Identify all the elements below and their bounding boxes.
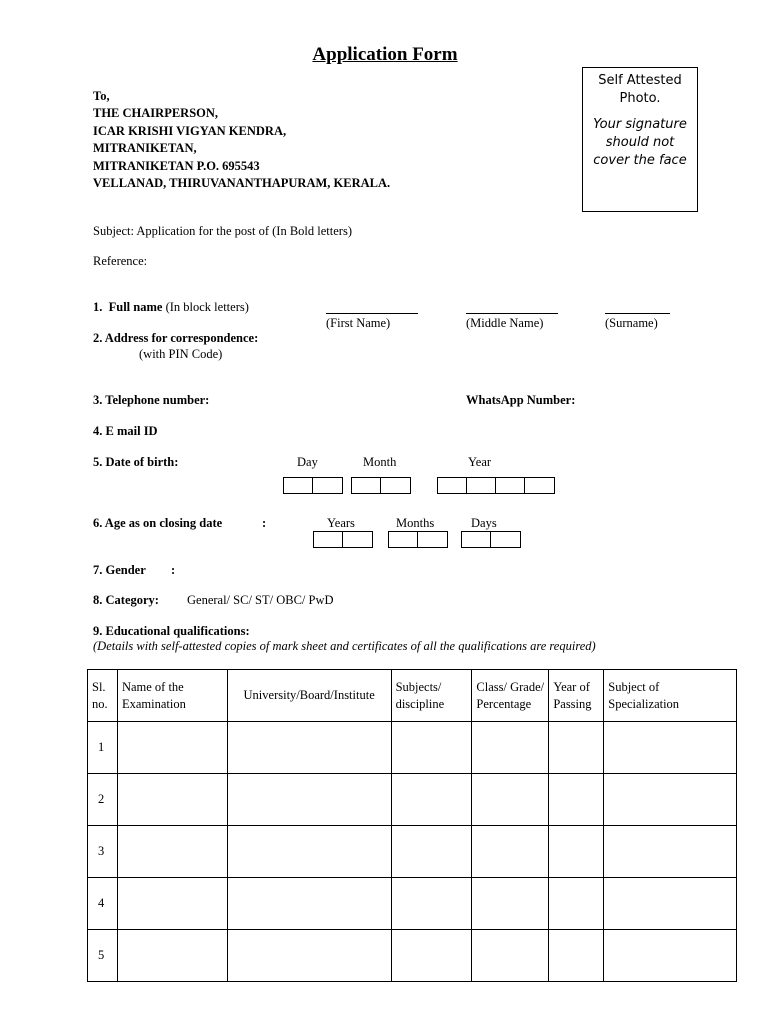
table-cell[interactable]: [472, 826, 549, 878]
column-header: Subjects/ discipline: [391, 670, 472, 722]
dob-month-boxes[interactable]: [351, 477, 411, 494]
full-name-label: [93, 300, 249, 315]
serial-cell: 5: [88, 930, 118, 982]
table-cell[interactable]: [391, 878, 472, 930]
table-cell[interactable]: [549, 930, 604, 982]
first-name-caption: (First Name): [326, 316, 391, 330]
table-cell[interactable]: [117, 878, 227, 930]
photo-box[interactable]: [582, 67, 698, 212]
address-line: THE CHAIRPERSON,: [93, 106, 219, 121]
telephone-label: 3. Telephone number:: [93, 393, 210, 407]
table-cell[interactable]: [604, 774, 737, 826]
education-label: 9. Educational qualifications:: [93, 624, 250, 638]
table-cell[interactable]: [227, 774, 391, 826]
address-label: 2. Address for correspondence:: [93, 331, 259, 345]
education-note: (Details with self-attested copies of mark sheet and certificates of all the qualifications are required): [93, 639, 596, 653]
table-cell[interactable]: [227, 722, 391, 774]
column-header: Class/ Grade/ Percentage: [472, 670, 549, 722]
serial-cell: 1: [88, 722, 118, 774]
full-name-title: Full name: [108, 300, 163, 314]
table-row: [88, 722, 737, 774]
dob-year-caption: Year: [468, 455, 492, 469]
email-label: 4. E mail ID: [93, 424, 158, 438]
photo-label: Self Attested Photo.: [598, 73, 682, 106]
category-options: General/ SC/ ST/ OBC/ PwD: [187, 593, 334, 607]
dob-day-caption: Day: [297, 455, 318, 469]
table-cell[interactable]: [117, 930, 227, 982]
age-months-caption: Months: [396, 516, 435, 530]
serial-cell: 2: [88, 774, 118, 826]
table-row: [88, 930, 737, 982]
age-days-boxes[interactable]: [461, 531, 521, 548]
address-hint: (with PIN Code): [139, 347, 223, 361]
column-header: Subject of Specialization: [604, 670, 737, 722]
gender-label: 7. Gender: [93, 563, 146, 577]
surname-field[interactable]: [605, 313, 670, 314]
middle-name-caption: (Middle Name): [466, 316, 544, 330]
age-colon: :: [262, 516, 267, 530]
full-name-number: 1.: [93, 300, 103, 314]
age-days-caption: Days: [471, 516, 497, 530]
age-years-boxes[interactable]: [313, 531, 373, 548]
table-cell[interactable]: [117, 826, 227, 878]
middle-name-field[interactable]: [466, 313, 558, 314]
gender-colon: :: [171, 563, 176, 577]
column-header: Name of the Examination: [117, 670, 227, 722]
table-cell[interactable]: [549, 878, 604, 930]
dob-year-boxes[interactable]: [437, 477, 555, 494]
recipient-address: [93, 88, 390, 192]
table-cell[interactable]: [391, 774, 472, 826]
table-cell[interactable]: [549, 826, 604, 878]
table-cell[interactable]: [391, 930, 472, 982]
table-cell[interactable]: [227, 878, 391, 930]
column-header: Sl. no.: [88, 670, 118, 722]
table-cell[interactable]: [391, 722, 472, 774]
address-line: VELLANAD, THIRUVANANTHAPURAM, KERALA.: [93, 176, 391, 191]
reference-line: Reference:: [93, 254, 148, 268]
full-name-hint: (In block letters): [165, 300, 249, 314]
table-cell[interactable]: [117, 722, 227, 774]
photo-instruction: Your signature should not cover the face: [593, 117, 687, 168]
address-line: MITRANIKETAN P.O. 695543: [93, 158, 260, 173]
table-header-row: [88, 670, 737, 722]
age-years-caption: Years: [327, 516, 355, 530]
category-label: 8. Category:: [93, 593, 159, 607]
dob-day-boxes[interactable]: [283, 477, 343, 494]
table-cell[interactable]: [472, 878, 549, 930]
table-cell[interactable]: [227, 826, 391, 878]
address-line: To,: [93, 89, 110, 103]
table-cell[interactable]: [549, 774, 604, 826]
serial-cell: 4: [88, 878, 118, 930]
dob-month-caption: Month: [363, 455, 397, 469]
address-line: MITRANIKETAN,: [93, 141, 197, 156]
first-name-field[interactable]: [326, 313, 418, 314]
dob-label: 5. Date of birth:: [93, 455, 179, 469]
column-header: Year of Passing: [549, 670, 604, 722]
table-cell[interactable]: [472, 774, 549, 826]
table-cell[interactable]: [472, 930, 549, 982]
column-header: University/Board/Institute: [227, 670, 391, 722]
age-months-boxes[interactable]: [388, 531, 448, 548]
serial-cell: 3: [88, 826, 118, 878]
table-cell[interactable]: [549, 722, 604, 774]
table-cell[interactable]: [604, 930, 737, 982]
page-title: Application Form: [312, 44, 458, 65]
age-label: 6. Age as on closing date: [93, 516, 223, 530]
table-cell[interactable]: [117, 774, 227, 826]
subject-line: Subject: Application for the post of (In Bold letters): [93, 224, 352, 238]
table-row: [88, 878, 737, 930]
table-cell[interactable]: [227, 930, 391, 982]
table-row: [88, 826, 737, 878]
table-cell[interactable]: [604, 826, 737, 878]
qualification-table: [87, 669, 737, 982]
table-cell[interactable]: [472, 722, 549, 774]
table-row: [88, 774, 737, 826]
table-cell[interactable]: [391, 826, 472, 878]
table-cell[interactable]: [604, 722, 737, 774]
table-cell[interactable]: [604, 878, 737, 930]
address-line: ICAR KRISHI VIGYAN KENDRA,: [93, 123, 287, 138]
whatsapp-label: WhatsApp Number:: [466, 393, 576, 407]
surname-caption: (Surname): [605, 316, 658, 330]
